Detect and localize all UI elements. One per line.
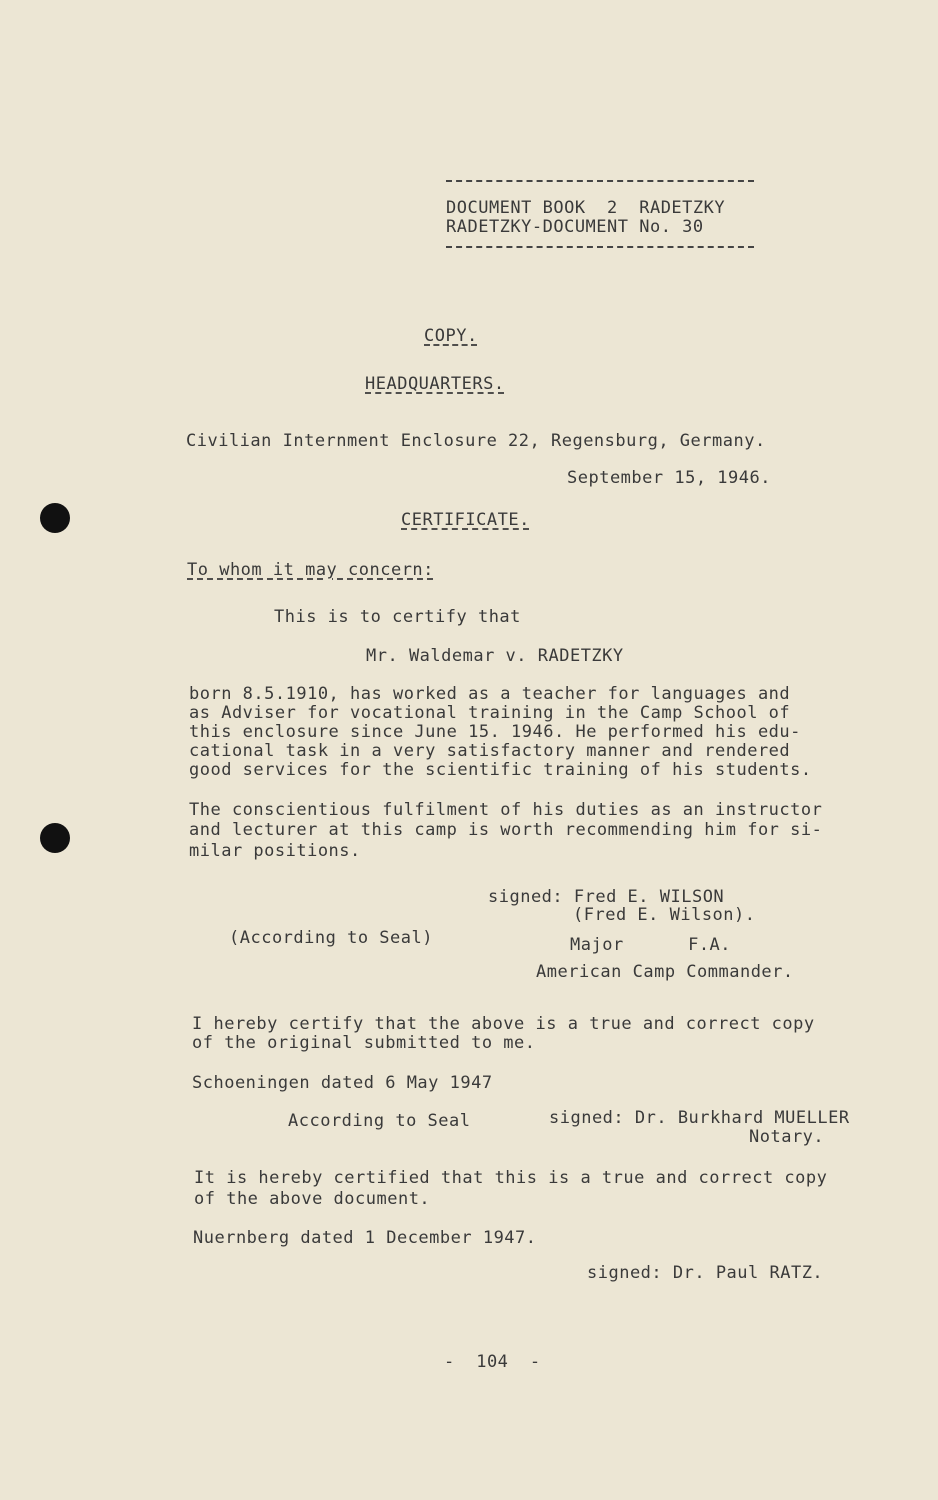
header-rule-bottom (446, 246, 754, 248)
body-line: good services for the scientific training of his students. (189, 760, 812, 780)
seal-note-1: (According to Seal) (229, 928, 433, 948)
final-certification-line: It is hereby certified that this is a true and correct copy (194, 1168, 828, 1188)
location-line: Civilian Internment Enclosure 22, Regensburg, Germany. (186, 431, 766, 451)
body-line: born 8.5.1910, has worked as a teacher for languages and (189, 684, 791, 704)
date-line: September 15, 1946. (567, 468, 771, 488)
copy-label: COPY. (424, 326, 478, 346)
signature-wilson-rank: Major F.A. (570, 935, 732, 955)
header-document-book: DOCUMENT BOOK 2 RADETZKY (446, 198, 726, 218)
certificate-title: CERTIFICATE. (401, 510, 530, 530)
place-date-schoeningen: Schoeningen dated 6 May 1947 (192, 1073, 493, 1093)
body-line: and lecturer at this camp is worth recommending him for si- (189, 820, 823, 840)
final-certification-line: of the above document. (194, 1189, 431, 1209)
header-rule-top (446, 180, 754, 182)
header-document-number: RADETZKY-DOCUMENT No. 30 (446, 217, 704, 237)
punch-hole-lower (40, 823, 70, 853)
body-line: cational task in a very satisfactory manner and rendered (189, 741, 791, 761)
signature-mueller: signed: Dr. Burkhard MUELLER (549, 1108, 850, 1128)
intro-line: This is to certify that (274, 607, 521, 627)
signature-wilson-name: (Fred E. Wilson). (573, 905, 756, 925)
headquarters-heading: HEADQUARTERS. (365, 374, 505, 394)
salutation: To whom it may concern: (187, 560, 434, 580)
subject-name: Mr. Waldemar v. RADETZKY (366, 646, 624, 666)
signature-mueller-title: Notary. (749, 1127, 825, 1147)
body-line: this enclosure since June 15. 1946. He performed his edu- (189, 722, 801, 742)
notary-certification-line: I hereby certify that the above is a true and correct copy (192, 1014, 815, 1034)
page-number: - 104 - (444, 1352, 541, 1372)
signature-wilson: signed: Fred E. WILSON (488, 887, 725, 907)
notary-certification-line: of the original submitted to me. (192, 1033, 536, 1053)
seal-note-2: According to Seal (288, 1111, 471, 1131)
body-line: milar positions. (189, 841, 361, 861)
body-line: as Adviser for vocational training in the Camp School of (189, 703, 791, 723)
body-line: The conscientious fulfilment of his duties as an instructor (189, 800, 823, 820)
punch-hole-upper (40, 503, 70, 533)
signature-ratz: signed: Dr. Paul RATZ. (587, 1263, 824, 1283)
place-date-nuernberg: Nuernberg dated 1 December 1947. (193, 1228, 537, 1248)
signature-wilson-title: American Camp Commander. (536, 962, 794, 982)
